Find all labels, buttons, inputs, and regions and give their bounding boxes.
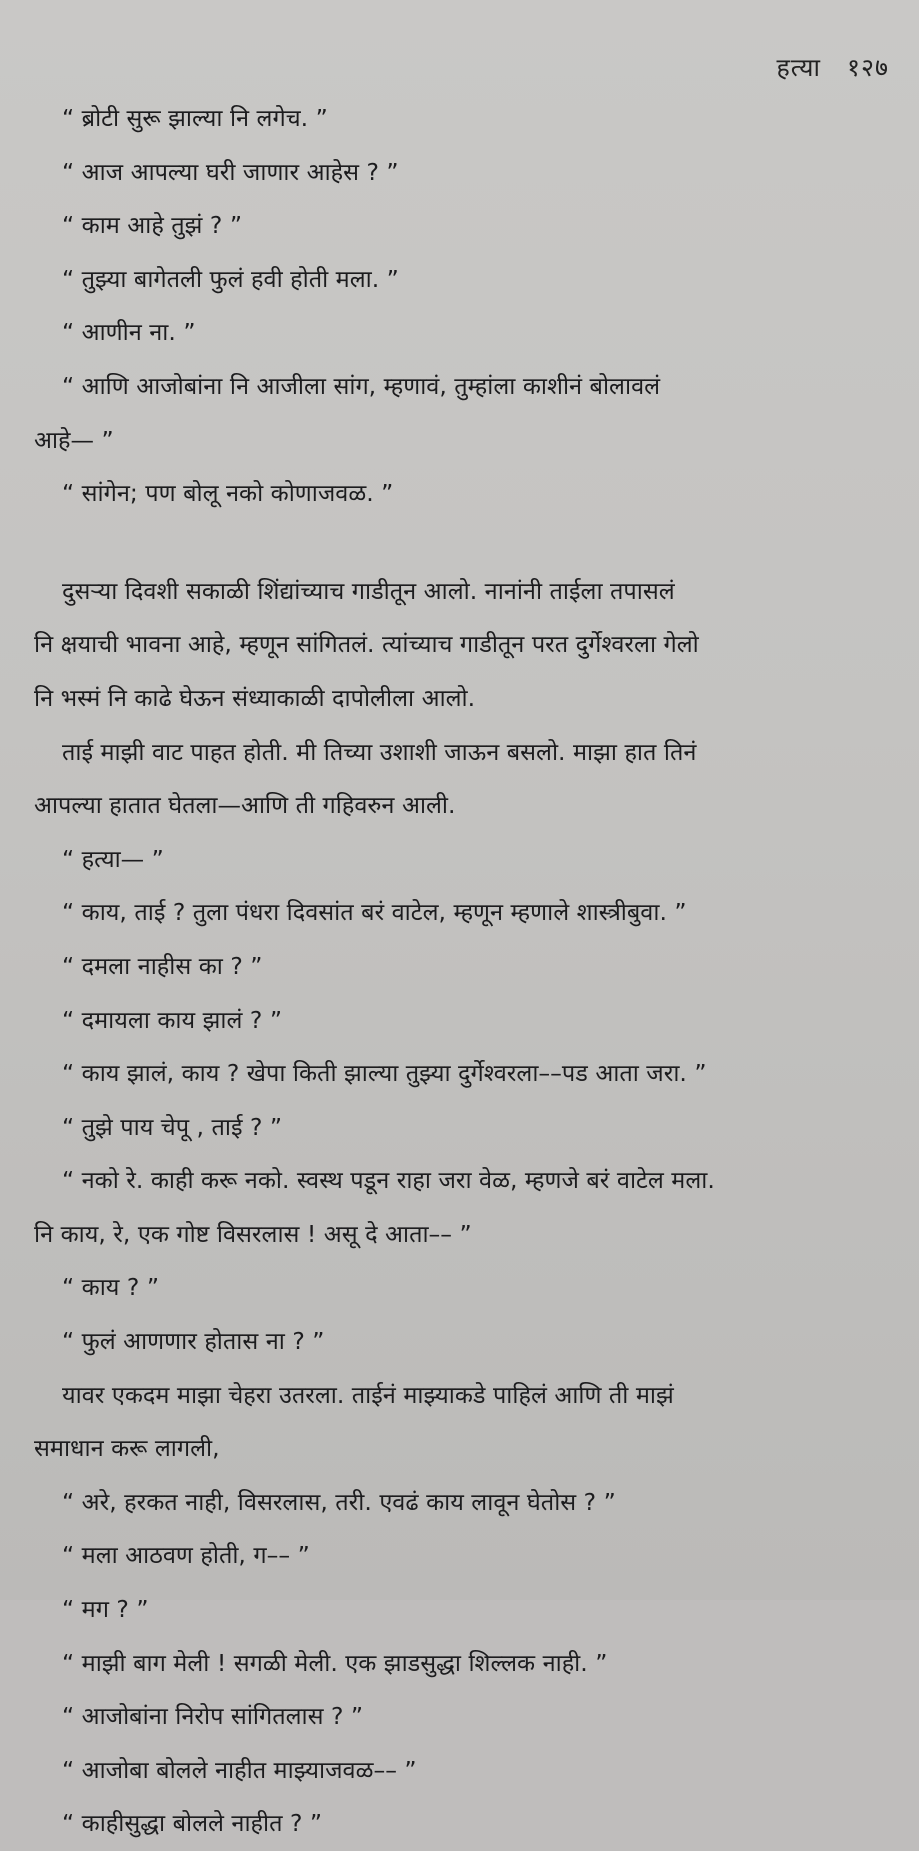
text-line: “ आजोबा बोलले नाहीत माझ्याजवळ–– ” [62, 1755, 417, 1784]
text-line: नि काय, रे, एक गोष्ट विसरलास ! असू दे आता–– ” [34, 1219, 472, 1248]
text-line: “ ब्रोटी सुरू झाल्या नि लगेच. ” [62, 104, 328, 132]
text-line: नि क्षयाची भावना आहे, म्हणून सांगितलं. त्यांच्याच गाडीतून परत दुर्गेश्वरला गेलो [34, 630, 699, 659]
text-line: “ माझी बाग मेली ! सगळी मेली. एक झाडसुद्धा शिल्लक नाही. ” [62, 1648, 608, 1677]
text-line: “ काम आहे तुझं ? ” [62, 211, 243, 240]
text-line: यावर एकदम माझा चेहरा उतरला. ताईनं माझ्याकडे पाहिलं आणि ती माझं [62, 1380, 674, 1409]
page-body [34, 92, 890, 1851]
text-line: “ दमायला काय झालं ? ” [62, 1005, 282, 1034]
text-line: समाधान करू लागली, [34, 1434, 220, 1463]
text-line: “ अरे, हरकत नाही, विसरलास, तरी. एवढं काय लावून घेतोस ? ” [62, 1487, 616, 1516]
text-line: दुसऱ्या दिवशी सकाळी शिंद्यांच्याच गाडीतून आलो. नानांनी ताईला तपासलं [62, 576, 675, 605]
text-line: “ काय झालं, काय ? खेपा किती झाल्या तुझ्या दुर्गेश्वरला––पड आता जरा. ” [62, 1059, 707, 1088]
text-line: “ नको रे. काही करू नको. स्वस्थ पडून राहा जरा वेळ, म्हणजे बरं वाटेल मला. [62, 1166, 715, 1195]
text-line: “ सांगेन; पण बोलू नको कोणाजवळ. ” [62, 479, 394, 508]
text-line: आपल्या हातात घेतला—आणि ती गहिवरुन आली. [34, 791, 456, 820]
text-line: “ तुझे पाय चेपू , ताई ? ” [62, 1112, 283, 1141]
text-line: ताई माझी वाट पाहत होती. मी तिच्या उशाशी जाऊन बसलो. माझा हात तिनं [62, 737, 697, 766]
page-number: १२७ [846, 53, 889, 82]
page-header [776, 50, 889, 84]
text-line: “ मला आठवण होती, ग–– ” [62, 1541, 310, 1570]
running-title: हत्या [776, 53, 821, 82]
text-line: “ फुलं आणणार होतास ना ? ” [62, 1327, 325, 1356]
text-line: “ आणीन ना. ” [62, 318, 196, 347]
text-line: आहे— ” [34, 425, 114, 454]
text-line: “ काय ? ” [62, 1273, 159, 1302]
text-line: “ हत्या— ” [62, 844, 164, 873]
text-line: “ आणि आजोबांना नि आजीला सांग, म्हणावं, तुम्हांला काशीनं बोलावलं [62, 371, 661, 400]
text-line: “ आज आपल्या घरी जाणार आहेस ? ” [62, 157, 399, 186]
text-line: “ तुझ्या बागेतली फुलं हवी होती मला. ” [62, 264, 399, 293]
text-line: “ मग ? ” [62, 1595, 149, 1624]
text-line: नि भस्मं नि काढे घेऊन संध्याकाळी दापोलीला आलो. [34, 683, 476, 712]
text-line: “ दमला नाहीस का ? ” [62, 951, 263, 980]
text-line: “ काहीसुद्धा बोलले नाहीत ? ” [62, 1809, 323, 1838]
section-break [34, 521, 890, 565]
text-line: “ काय, ताई ? तुला पंधरा दिवसांत बरं वाटेल, म्हणून म्हणाले शास्त्रीबुवा. ” [62, 898, 687, 927]
text-line: “ आजोबांना निरोप सांगितलास ? ” [62, 1702, 364, 1731]
